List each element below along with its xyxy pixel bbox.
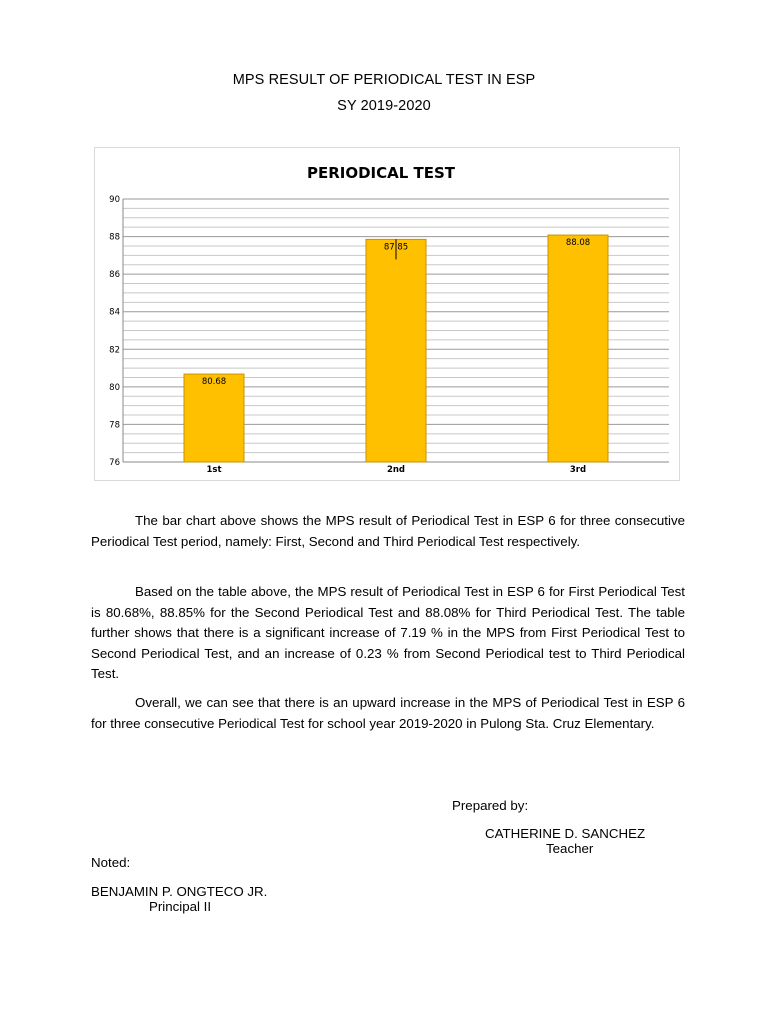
- y-tick-label: 84: [109, 307, 120, 318]
- paragraph-3: [91, 693, 685, 734]
- data-label: 80.68: [201, 377, 227, 388]
- paragraph-3-text: Overall, we can see that there is an upward increase in the MPS of Periodical Test in ESP 6 for three consecutive Periodical Test for school year 2019-2020 in Pulong Sta. Cruz Elementary.: [91, 695, 685, 731]
- teacher-role: Teacher: [546, 841, 594, 856]
- y-tick-label: 76: [109, 458, 120, 468]
- x-tick-label: 1st: [206, 465, 222, 475]
- x-tick-label: 2nd: [386, 465, 406, 475]
- bar-2nd: [366, 239, 426, 462]
- document-subtitle: SY 2019-2020: [337, 98, 431, 114]
- bar-3rd: [548, 235, 608, 462]
- noted-label: Noted:: [91, 855, 131, 870]
- document-title: MPS RESULT OF PERIODICAL TEST IN ESP: [232, 72, 536, 88]
- chart-canvas: [95, 148, 681, 482]
- y-tick-label: 90: [109, 195, 120, 205]
- data-label: 88.08: [565, 238, 591, 249]
- principal-role: Principal II: [149, 899, 212, 914]
- teacher-name: CATHERINE D. SANCHEZ: [485, 826, 646, 841]
- chart-title: PERIODICAL TEST: [306, 164, 456, 182]
- paragraph-2: [91, 582, 685, 685]
- y-tick-label: 86: [109, 270, 120, 281]
- y-tick-label: 80: [109, 382, 120, 393]
- principal-name: BENJAMIN P. ONGTECO JR.: [91, 884, 268, 899]
- y-tick-label: 82: [109, 345, 120, 356]
- paragraph-1-text: The bar chart above shows the MPS result of Periodical Test in ESP 6 for three consecutive Periodical Test period, namely: First, Second and Third Periodical Test respectively.: [91, 513, 685, 549]
- bar-1st: [184, 374, 244, 462]
- paragraph-2-text: Based on the table above, the MPS result of Periodical Test in ESP 6 for First Periodical Test is 80.68%, 88.85% for the Second Periodical Test and 88.08% for Third Periodical Test. The table further shows that there is a significant increase of 7.19 % in the MPS from First Periodical Test to Second Periodical Test, and an increase of 0.23 % from Second Periodical test to Third Periodical Test.: [91, 584, 685, 681]
- bar-chart: [94, 147, 680, 481]
- y-tick-label: 78: [109, 420, 120, 431]
- data-label: 87.85: [383, 242, 409, 253]
- y-tick-label: 88: [109, 232, 120, 243]
- paragraph-1: [91, 511, 685, 552]
- prepared-by-label: Prepared by:: [452, 798, 529, 813]
- x-tick-label: 3rd: [569, 465, 587, 475]
